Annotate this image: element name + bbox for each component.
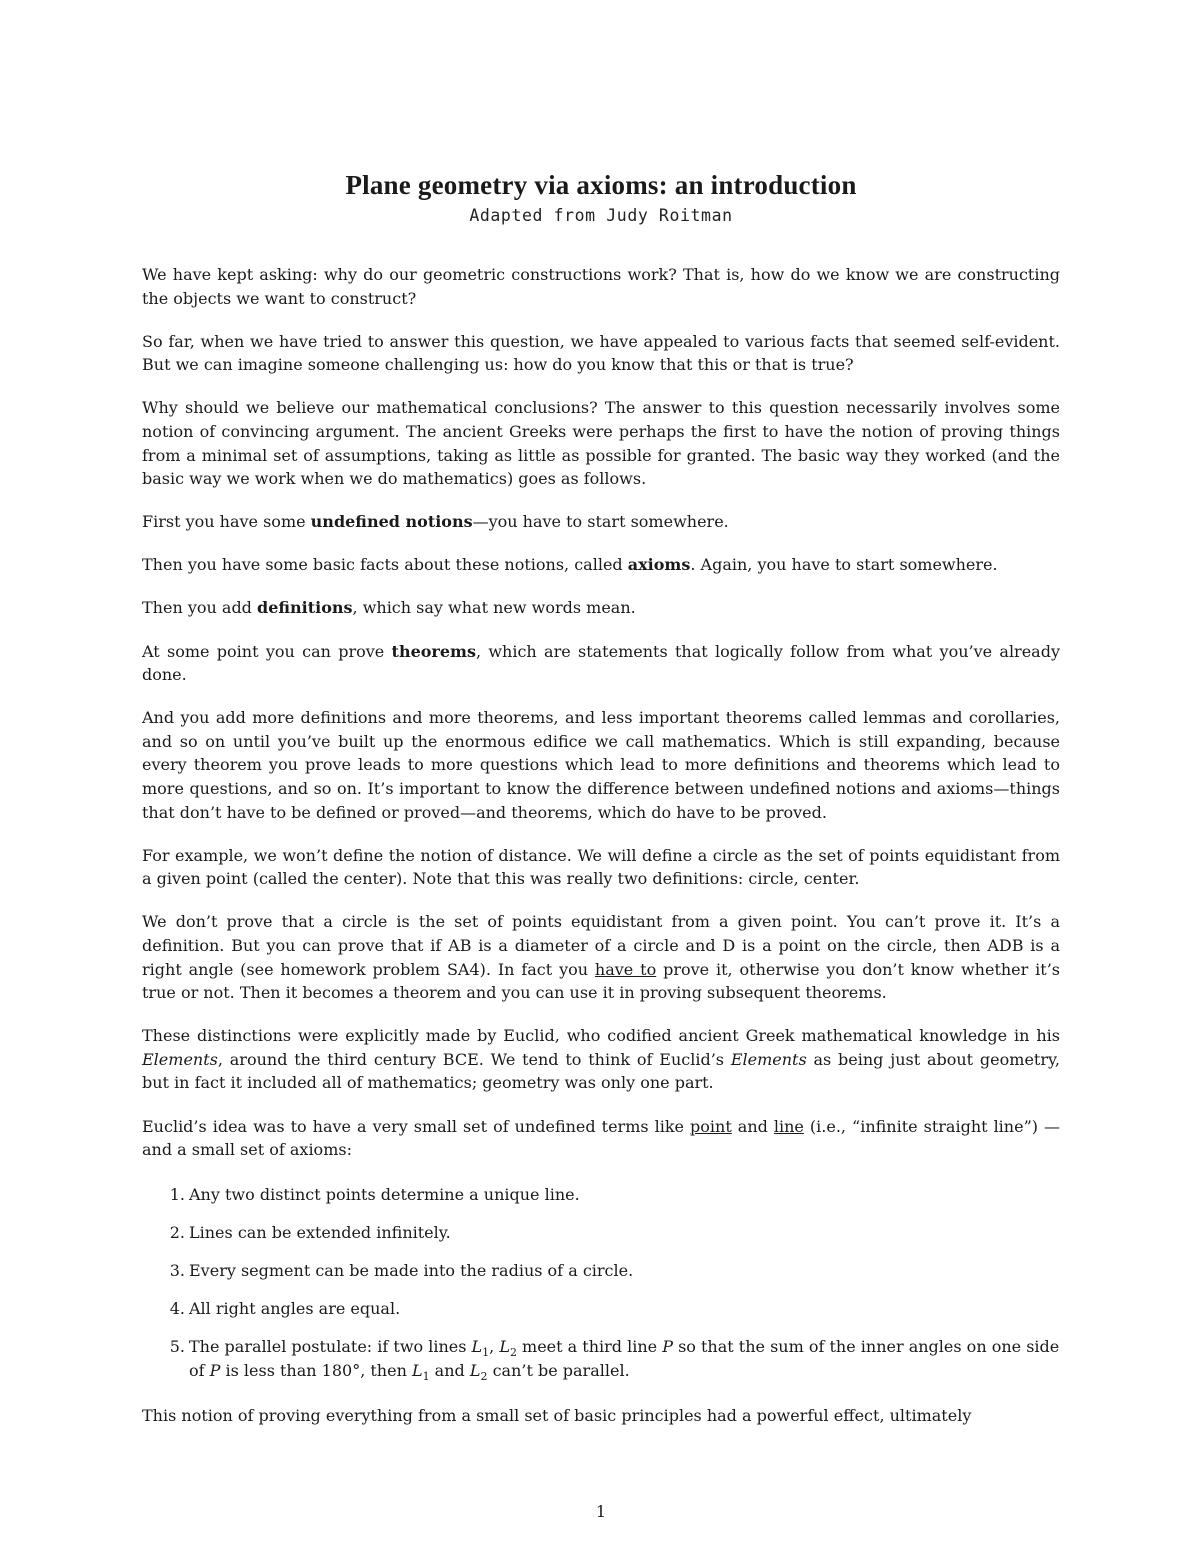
text: Euclid’s idea was to have a very small set of undefined terms like: [142, 1116, 691, 1136]
text: , which say what new words mean.: [352, 598, 636, 618]
bold-term: definitions: [257, 598, 353, 618]
page-title: Plane geometry via axioms: an introduction: [345, 170, 857, 200]
text: First you have some: [142, 512, 311, 532]
paragraph: We have kept asking: why do our geometric constructions work? That is, how do we know we are constructing the objects we want to construct?: [142, 265, 1060, 308]
text: and: [429, 1360, 470, 1380]
list-number: 5.: [169, 1337, 185, 1357]
list-item: [169, 1183, 1060, 1207]
paragraph: For example, we won’t define the notion of distance. We will define a circle as the set of points equidistant from a given point (called the center). Note that this was really two definitions: circle, center.: [142, 845, 1060, 889]
math-var: L: [469, 1360, 481, 1380]
text: The parallel postulate: if two lines: [189, 1337, 472, 1357]
math-var: P: [209, 1360, 221, 1380]
list-item: [169, 1335, 1060, 1383]
list-number: 1.: [169, 1184, 185, 1204]
math-var: L: [411, 1360, 423, 1380]
list-item: [169, 1221, 1060, 1245]
math-subscript: 2: [480, 1369, 488, 1383]
text: so that the sum of the inner angles on one side of: [189, 1337, 1060, 1380]
math-var: P: [662, 1337, 673, 1357]
list-number: 2.: [169, 1222, 185, 1242]
page-subtitle: Adapted from Judy Roitman: [469, 206, 733, 225]
text: can’t be parallel.: [487, 1360, 630, 1380]
underlined-text: have to: [594, 959, 657, 979]
paragraph: And you add more definitions and more theorems, and less important theorems called lemmas and corollaries, and so on until you’ve built up the enormous edifice we call mathematics. Which is still expanding, because every theorem you prove leads to more questions which lead to more definitions and theorems which lead to more questions, and so on. It’s important to know the difference between undefined notions and axioms—things that don’t have to be defined or proved—and theorems, which do have to be proved.: [142, 708, 1060, 822]
paragraph: Why should we believe our mathematical conclusions? The answer to this question necessarily involves some notion of convincing argument. The ancient Greeks were perhaps the first to have the notion of proving things from a minimal set of assumptions, taking as little as possible for granted. The basic way they worked (and the basic way we work when we do mathematics) goes as follows.: [142, 398, 1060, 489]
page-number: 1: [595, 1502, 607, 1521]
list-text: Any two distinct points determine a unique line.: [189, 1184, 580, 1204]
paragraph: So far, when we have tried to answer this question, we have appealed to various facts that seemed self-evident. But we can imagine someone challenging us: how do you know that this or that is true?: [142, 331, 1060, 375]
text: prove it, otherwise you don’t know whether it’s true or not. Then it becomes a theorem and you can use it in proving subsequent theorems.: [142, 959, 1061, 1003]
math-var: L: [471, 1337, 483, 1357]
list-text: All right angles are equal.: [189, 1299, 401, 1318]
text: (i.e., “infinite straight line”) — and a small set of axioms:: [142, 1116, 1061, 1160]
bold-term: theorems: [391, 641, 476, 661]
text: and: [731, 1116, 774, 1136]
paragraph: [142, 596, 1060, 620]
list-text: Every segment can be made into the radius of a circle.: [189, 1260, 634, 1280]
text: —you have to start somewhere.: [472, 512, 729, 532]
paragraph: [142, 640, 1060, 687]
text: meet a third line: [516, 1337, 663, 1357]
text: ,: [489, 1337, 500, 1357]
paragraph: This notion of proving everything from a small set of basic principles had a powerful effect, ultimately: [142, 1406, 972, 1426]
text: as being just about geometry, but in fact it included all of mathematics; geometry was only one part.: [142, 1049, 1060, 1093]
list-number: 3.: [169, 1260, 185, 1280]
paragraph: [142, 1115, 1060, 1162]
text: Then you have some basic facts about these notions, called: [142, 555, 628, 575]
text: , around the third century BCE. We tend to think of Euclid’s: [217, 1049, 731, 1069]
text: is less than 180°, then: [220, 1360, 412, 1380]
paragraph: [142, 1024, 1060, 1095]
axiom-list: [142, 1183, 1060, 1383]
list-number: 4.: [169, 1299, 185, 1318]
text: . Again, you have to start somewhere.: [690, 555, 998, 575]
italic-title: Elements: [142, 1049, 218, 1069]
bold-term: axioms: [627, 555, 691, 575]
math-subscript: 2: [509, 1346, 517, 1360]
underlined-term: line: [773, 1116, 804, 1136]
text: We don’t prove that a circle is the set of points equidistant from a given point. You can’t prove it. It’s a definition. But you can prove that if AB is a diameter of a circle and D is a point on the circle, then ADB is a right angle (see homework problem SA4). In fact you: [142, 912, 1060, 979]
list-item: [169, 1297, 1060, 1321]
text: Then you add: [142, 598, 258, 618]
document-body: [142, 263, 1060, 1447]
paragraph: [142, 553, 1060, 577]
bold-term: undefined notions: [310, 512, 473, 532]
text: At some point you can prove: [142, 641, 392, 661]
italic-title: Elements: [730, 1049, 807, 1069]
list-text: Lines can be extended infinitely.: [189, 1222, 451, 1242]
math-var: L: [499, 1337, 510, 1357]
text: , which are statements that logically follow from what you’ve already done.: [142, 641, 1060, 685]
math-subscript: 1: [482, 1346, 490, 1360]
paragraph: [142, 910, 1060, 1004]
list-item: [169, 1259, 1060, 1283]
text: These distinctions were explicitly made by Euclid, who codified ancient Greek mathematical knowledge in his: [142, 1026, 1060, 1046]
underlined-term: point: [690, 1116, 732, 1136]
math-subscript: 1: [422, 1369, 430, 1383]
paragraph: [142, 510, 1060, 534]
